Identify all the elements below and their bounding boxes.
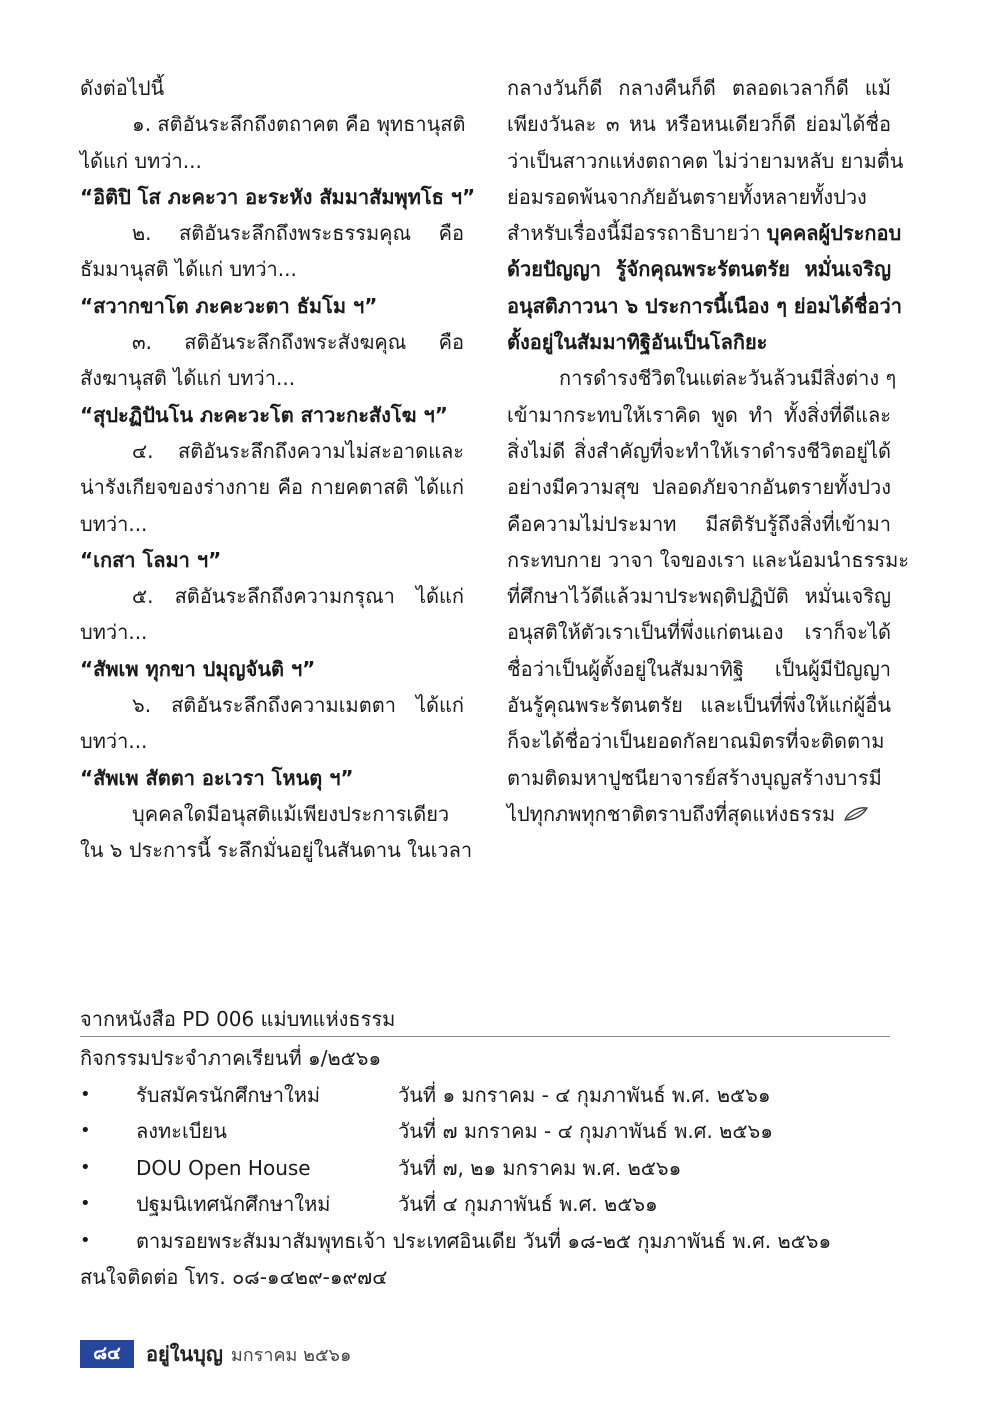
chant-line: “อิติปิ โส ภะคะวา อะระหัง สัมมาสัมพุทโธ ฯ” — [80, 184, 476, 209]
chant-line: “เกสา โลมา ฯ” — [80, 547, 222, 572]
body-line: ชื่อว่าเป็นผู้ตั้งอยู่ในสัมมาทิฐิ เป็นผู้มีปัญญา — [507, 656, 891, 681]
body-line-mixed — [507, 215, 902, 251]
activity-item — [80, 1186, 900, 1223]
body-line: บทว่า... — [80, 729, 148, 754]
body-line: ๒. สติอันระลึกถึงพระธรรมคุณ คือ — [132, 221, 464, 246]
right-column — [507, 70, 910, 832]
activity-name: ปฐมนิเทศนักศึกษาใหม่ — [136, 1192, 331, 1216]
bullet-icon: • — [80, 1229, 91, 1251]
bullet-icon: • — [80, 1120, 91, 1141]
body-line: น่ารังเกียจของร่างกาย คือ กายคตาสติ ได้แก่ — [80, 475, 464, 500]
activity-name: รับสมัครนักศึกษาใหม่ — [136, 1082, 321, 1107]
activity-full: ตามรอยพระสัมมาสัมพุทธเจ้า ประเทศอินเดีย วันที่ ๑๘-๒๕ กุมภาพันธ์ พ.ศ. ๒๕๖๑ — [136, 1228, 832, 1253]
activity-item — [80, 1077, 900, 1114]
body-line: อย่างมีความสุข ปลอดภัยจากอันตรายทั้งปวง — [507, 475, 891, 500]
activity-date: วันที่ ๔ กุมภาพันธ์ พ.ศ. ๒๕๖๑ — [398, 1192, 658, 1216]
activity-item — [80, 1150, 900, 1187]
body-line: สังฆานุสติ ได้แก่ บทว่า... — [80, 366, 296, 391]
activity-date: วันที่ ๗ มกราคม - ๔ กุมภาพันธ์ พ.ศ. ๒๕๖๑ — [398, 1119, 773, 1143]
body-line: อันรู้คุณพระรัตนตรัย และเป็นที่พึ่งให้แก่ผู้อื่น — [507, 693, 891, 718]
body-line: คือความไม่ประมาท มีสติรับรู้ถึงสิ่งที่เข้ามา — [507, 511, 891, 536]
magazine-issue: มกราคม ๒๕๖๑ — [230, 1344, 352, 1366]
bullet-icon: • — [80, 1193, 91, 1214]
source-note: จากหนังสือ PD 006 แม่บทแห่งธรรม — [80, 1007, 396, 1031]
body-line: ๕. สติอันระลึกถึงความกรุณา ได้แก่ — [132, 584, 464, 609]
body-line: อนุสติให้ตัวเราเป็นที่พึ่งแก่ตนเอง เราก็จะได้ — [507, 620, 891, 645]
page-footer — [80, 1340, 351, 1368]
chant-line: “สัพเพ สัตตา อะเวรา โหนตุ ฯ” — [80, 765, 354, 790]
body-line: ๓. สติอันระลึกถึงพระสังฆคุณ คือ — [132, 330, 464, 355]
body-line: บุคคลใดมีอนุสติแม้เพียงประการเดียว — [132, 801, 450, 826]
bullet-icon: • — [80, 1083, 91, 1105]
body-line: ย่อมรอดพ้นจากภัยอันตรายทั้งหลายทั้งปวง — [507, 184, 867, 209]
end-text: ไปทุกภพทุกชาติตราบถึงที่สุดแห่งธรรม — [507, 801, 836, 826]
body-line: บทว่า... — [80, 511, 148, 536]
activity-name: DOU Open House — [136, 1155, 311, 1180]
bold-line: ตั้งอยู่ในสัมมาทิฐิอันเป็นโลกิยะ — [507, 330, 768, 355]
body-line: ๑. สติอันระลึกถึงตถาคต คือ พุทธานุสติ — [132, 112, 466, 137]
body-line: ธัมมานุสติ ได้แก่ บทว่า... — [80, 257, 297, 282]
activity-item — [80, 1223, 900, 1260]
body-line: กลางวันก็ดี กลางคืนก็ดี ตลอดเวลาก็ดี แม้ — [507, 76, 891, 100]
activity-date: วันที่ ๗, ๒๑ มกราคม พ.ศ. ๒๕๖๑ — [398, 1155, 682, 1180]
body-line: สิ่งไม่ดี สิ่งสำคัญที่จะทำให้เราดำรงชีวิตอยู่ได้ — [507, 438, 891, 463]
activities-heading: กิจกรรมประจำภาคเรียนที่ ๑/๒๕๖๑ — [80, 1046, 382, 1070]
body-line: ดังต่อไปนี้ — [80, 76, 165, 100]
activity-date: วันที่ ๑ มกราคม - ๔ กุมภาพันธ์ พ.ศ. ๒๕๖๑ — [398, 1082, 771, 1107]
plain-segment: สำหรับเรื่องนี้มีอรรถาธิบายว่า — [507, 221, 761, 246]
body-line: ได้แก่ บทว่า... — [80, 148, 202, 173]
body-line: เพียงวันละ ๓ หน หรือหนเดียวก็ดี ย่อมได้ชื่อ — [507, 112, 891, 137]
body-line: ว่าเป็นสาวกแห่งตถาคต ไม่ว่ายามหลับ ยามตื่น — [507, 148, 904, 173]
page-number: ๘๔ — [80, 1340, 134, 1368]
chant-line: “สัพเพ ทุกขา ปมุญจันติ ฯ” — [80, 656, 316, 681]
leaf-icon — [843, 797, 869, 833]
body-line: ๔. สติอันระลึกถึงความไม่สะอาดและ — [132, 438, 464, 463]
bullet-icon: • — [80, 1156, 91, 1178]
body-line-end — [507, 796, 891, 832]
bold-segment: บุคคลผู้ประกอบ — [766, 221, 902, 246]
bold-line: อนุสติภาวนา ๖ ประการนี้เนือง ๆ ย่อมได้ชื่อว่า — [507, 293, 902, 318]
body-line: ก็จะได้ชื่อว่าเป็นยอดกัลยาณมิตรที่จะติดตาม — [507, 729, 885, 754]
bold-line: ด้วยปัญญา รู้จักคุณพระรัตนตรัย หมั่นเจริญ — [507, 257, 891, 282]
body-line: กระทบกาย วาจา ใจของเรา และน้อมนำธรรมะ — [507, 547, 910, 572]
body-line: การดำรงชีวิตในแต่ละวันล้วนมีสิ่งต่าง ๆ — [559, 366, 897, 391]
divider — [80, 1036, 890, 1037]
magazine-name: อยู่ในบุญ — [146, 1342, 223, 1366]
contact-line: สนใจติดต่อ โทร. ๐๘-๑๔๒๙-๑๙๗๔ — [80, 1265, 388, 1289]
chant-line: “สวากขาโต ภะคะวะตา ธัมโม ฯ” — [80, 293, 378, 318]
body-line: ๖. สติอันระลึกถึงความเมตตา ได้แก่ — [132, 693, 464, 718]
body-line: ที่ศึกษาไว้ดีแล้วมาประพฤติปฏิบัติ หมั่นเจริญ — [507, 584, 891, 609]
activity-item — [80, 1113, 900, 1150]
body-line: เข้ามากระทบให้เราคิด พูด ทำ ทั้งสิ่งที่ดีและ — [507, 402, 891, 427]
body-line: ตามติดมหาปูชนียาจารย์สร้างบุญสร้างบารมี — [507, 765, 882, 790]
body-line: บทว่า... — [80, 620, 148, 645]
body-line: ใน ๖ ประการนี้ ระลึกมั่นอยู่ในสันดาน ในเวลา — [80, 838, 473, 863]
activity-name: ลงทะเบียน — [136, 1119, 227, 1143]
left-column — [80, 70, 476, 869]
activities-section — [80, 1040, 900, 1296]
chant-line: “สุปะฏิปันโน ภะคะวะโต สาวะกะสังโฆ ฯ” — [80, 402, 448, 427]
